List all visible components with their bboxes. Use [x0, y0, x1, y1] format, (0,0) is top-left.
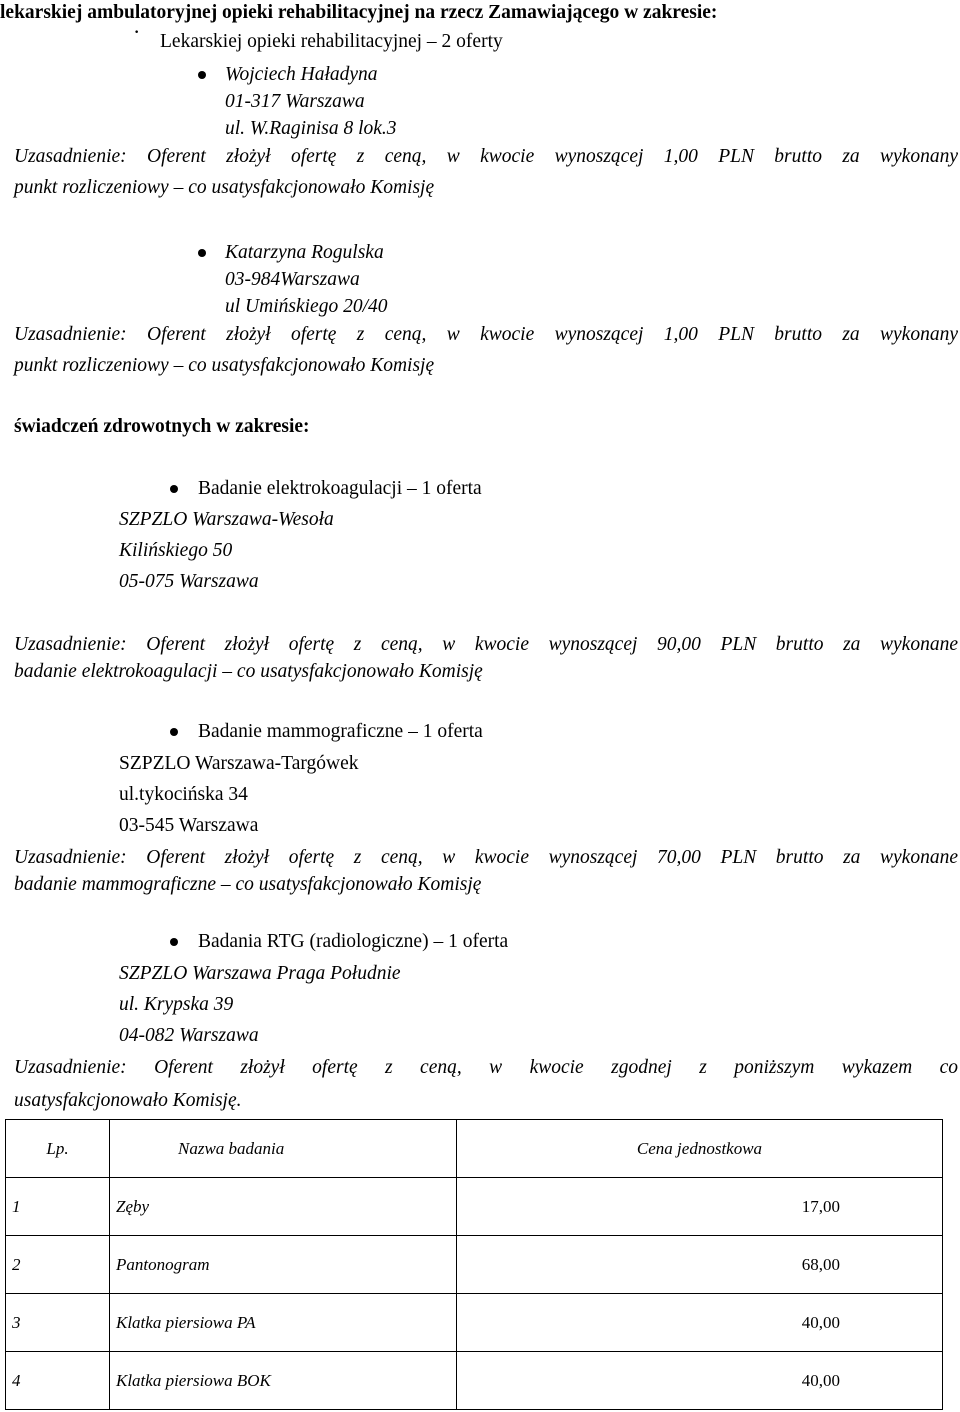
row-lp: 3 — [6, 1294, 110, 1352]
table-header-row — [6, 1120, 943, 1178]
section2-line2: Kilińskiego 50 — [119, 540, 233, 561]
section4-justification-line2: usatysfakcjonowało Komisję. — [14, 1090, 242, 1111]
row-price: 40,00 — [457, 1352, 943, 1410]
section3-justification-line1: Uzasadnienie: Oferent złożył ofertę z ceną, w kwocie wynoszącej 70,00 PLN brutto za wykonane — [14, 847, 958, 868]
offer2-postal: 03-984Warszawa — [225, 269, 360, 290]
row-lp: 1 — [6, 1178, 110, 1236]
row-name: Zęby — [110, 1178, 457, 1236]
offer1-postal: 01-317 Warszawa — [225, 91, 365, 112]
row-price: 68,00 — [457, 1236, 943, 1294]
section3-line1: SZPZLO Warszawa-Targówek — [119, 753, 359, 774]
offer1-justification-line2: punkt rozliczeniowy – co usatysfakcjonowało Komisję — [14, 177, 435, 198]
price-table — [5, 1119, 943, 1410]
offer2-justification-line2: punkt rozliczeniowy – co usatysfakcjonowało Komisję — [14, 355, 435, 376]
row-name: Klatka piersiowa BOK — [110, 1352, 457, 1410]
offer1-name: Wojciech Haładyna — [225, 64, 378, 85]
row-name: Klatka piersiowa PA — [110, 1294, 457, 1352]
offer2-street: ul Umińskiego 20/40 — [225, 296, 388, 317]
bullet-icon — [170, 938, 178, 946]
offer2-name: Katarzyna Rogulska — [225, 242, 384, 263]
table-row — [6, 1352, 943, 1410]
row-name: Pantonogram — [110, 1236, 457, 1294]
offer2-justification-line1: Uzasadnienie: Oferent złożył ofertę z ceną, w kwocie wynoszącej 1,00 PLN brutto za wykonany — [14, 324, 958, 345]
offer1-justification-line1: Uzasadnienie: Oferent złożył ofertę z ceną, w kwocie wynoszącej 1,00 PLN brutto za wykonany — [14, 146, 958, 167]
table-row — [6, 1294, 943, 1352]
row-price: 40,00 — [457, 1294, 943, 1352]
bullet-icon — [170, 485, 178, 493]
header-name: Nazwa badania — [110, 1120, 457, 1178]
row-lp: 4 — [6, 1352, 110, 1410]
bullet-icon — [170, 728, 178, 736]
section3-justification-line2: badanie mammograficzne – co usatysfakcjonowało Komisję — [14, 874, 482, 895]
section3-line3: 03-545 Warszawa — [119, 815, 259, 836]
section3-title: Badanie mammograficzne – 1 oferta — [198, 721, 483, 742]
row-lp: 2 — [6, 1236, 110, 1294]
section3-line2: ul.tykocińska 34 — [119, 784, 248, 805]
row-price: 17,00 — [457, 1178, 943, 1236]
section4-line3: 04-082 Warszawa — [119, 1025, 259, 1046]
section2-line3: 05-075 Warszawa — [119, 571, 259, 592]
bullet-icon — [198, 249, 206, 257]
bullet-icon — [198, 71, 206, 79]
section4-line1: SZPZLO Warszawa Praga Południe — [119, 963, 401, 984]
section1-title: Lekarskiej opieki rehabilitacyjnej – 2 oferty — [160, 31, 503, 52]
section-header-2: świadczeń zdrowotnych w zakresie: — [14, 416, 310, 437]
section4-title: Badania RTG (radiologiczne) – 1 oferta — [198, 931, 509, 952]
section4-line2: ul. Krypska 39 — [119, 994, 234, 1015]
section4-justification-line1: Uzasadnienie: Oferent złożył ofertę z ceną, w kwocie zgodnej z poniższym wykazem co — [14, 1057, 958, 1078]
small-bullet-icon: · — [133, 19, 141, 44]
offer1-street: ul. W.Raginisa 8 lok.3 — [225, 118, 397, 139]
section2-justification-line1: Uzasadnienie: Oferent złożył ofertę z ceną, w kwocie wynoszącej 90,00 PLN brutto za wykonane — [14, 634, 958, 655]
section2-line1: SZPZLO Warszawa-Wesoła — [119, 509, 334, 530]
header-lp: Lp. — [6, 1120, 110, 1178]
table-row — [6, 1236, 943, 1294]
section2-title: Badanie elektrokoagulacji – 1 oferta — [198, 478, 482, 499]
section2-justification-line2: badanie elektrokoagulacji – co usatysfakcjonowało Komisję — [14, 661, 483, 682]
section-header: lekarskiej ambulatoryjnej opieki rehabilitacyjnej na rzecz Zamawiającego w zakresie: — [0, 2, 718, 23]
table-row — [6, 1178, 943, 1236]
header-price: Cena jednostkowa — [457, 1120, 943, 1178]
